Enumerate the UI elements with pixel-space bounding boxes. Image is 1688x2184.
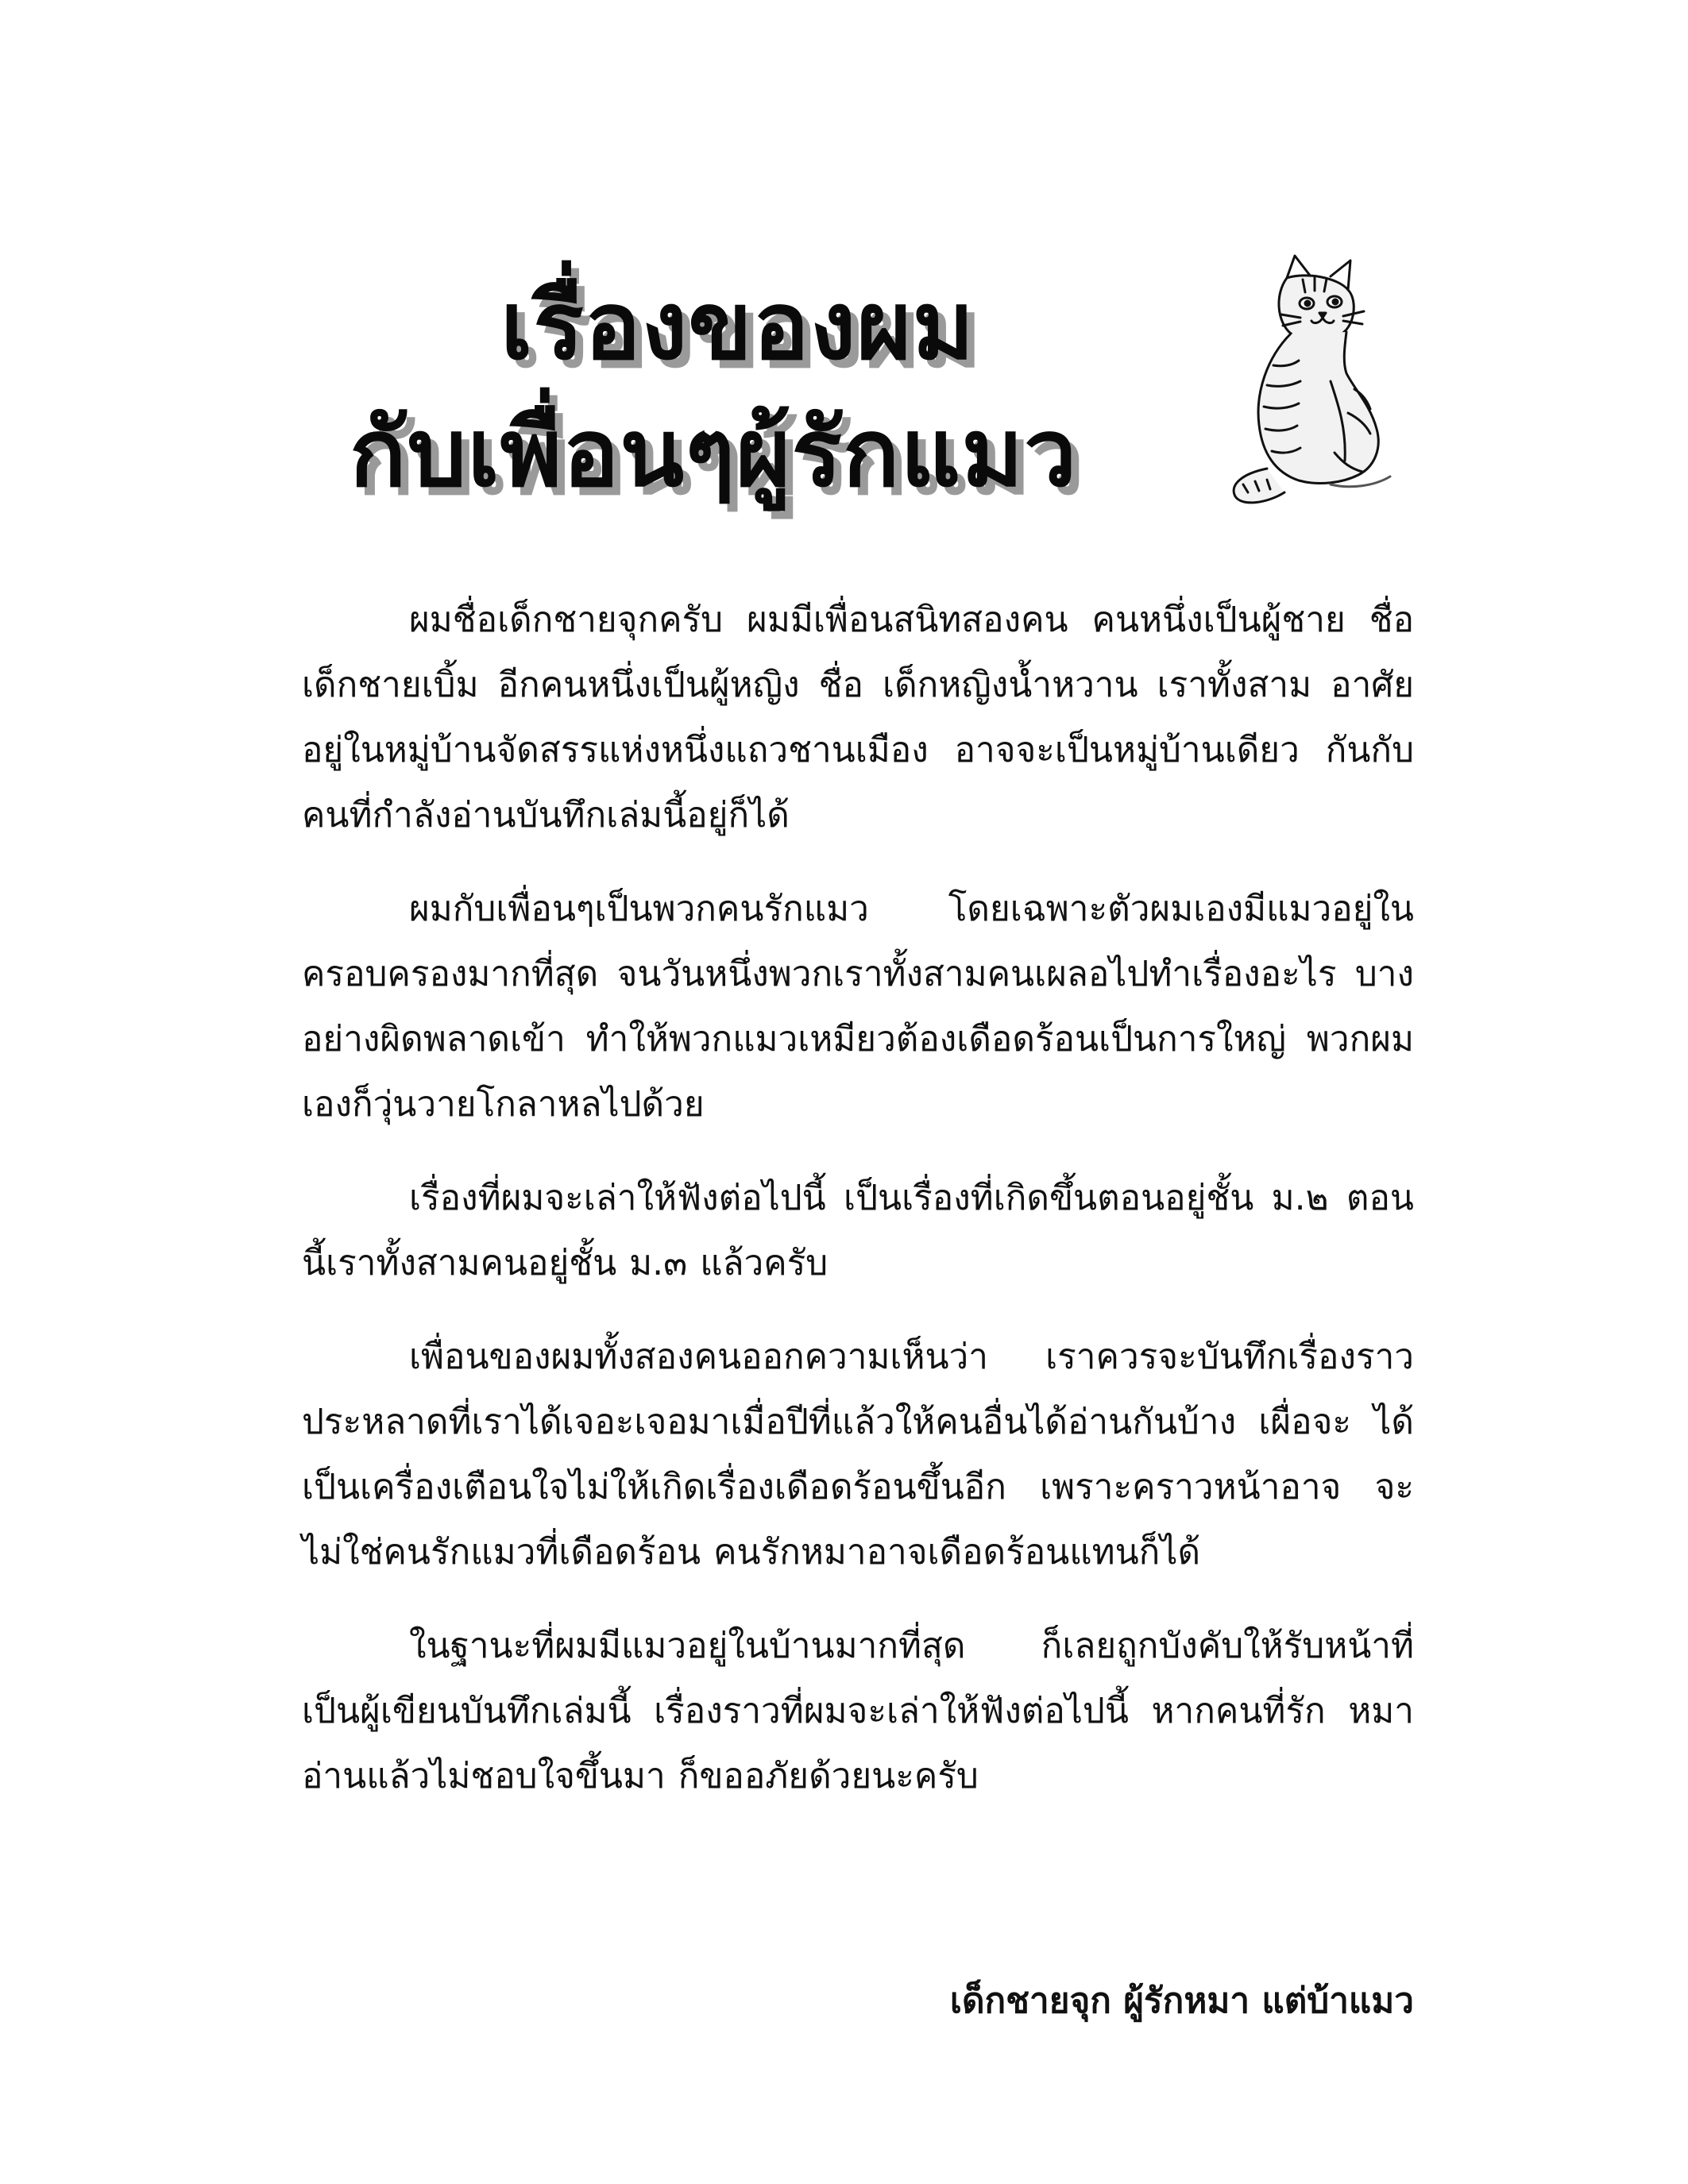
author-signature: เด็กชายจุก ผู้รักหมา แต่บ้าแมว (949, 1981, 1414, 2021)
paragraph-4: เพื่อนของผมทั้งสองคนออกความเห็นว่า เราควรจะบันทึกเรื่องราว ประหลาดที่เราได้เจอะเจอมาเมื่อปีที่แล้วให้คนอื่นได้อ่านกันบ้าง เผื่อจะ ได้เป็นเครื่องเตือนใจไม่ให้เกิดเรื่องเดือดร้อนขึ้นอีก เพราะคราวหน้าอาจ จะไม่ใช่คนรักแมวที่เดือดร้อน คนรักหมาอาจเดือดร้อนแทนก็ได้ (302, 1337, 1414, 1572)
paragraph-5: ในฐานะที่ผมมีแมวอยู่ในบ้านมากที่สุด ก็เลยถูกบังคับให้รับหน้าที่ เป็นผู้เขียนบันทึกเล่มนี้ เรื่องราวที่ผมจะเล่าให้ฟังต่อไปนี้ หากคนที่รัก หมาอ่านแล้วไม่ชอบใจขึ้นมา ก็ขออภัยด้วยนะครับ (302, 1626, 1414, 1796)
paragraph-1: ผมชื่อเด็กชายจุกครับ ผมมีเพื่อนสนิทสองคน คนหนึ่งเป็นผู้ชาย ชื่อ เด็กชายเบิ้ม อีกคนหนึ่งเป็นผู้หญิง ชื่อ เด็กหญิงน้ำหวาน เราทั้งสาม อาศัยอยู่ในหมู่บ้านจัดสรรแห่งหนึ่งแถวชานเมือง อาจจะเป็นหมู่บ้านเดียว กันกับคนที่กำลังอ่านบันทึกเล่มนี้อยู่ก็ได้ (302, 600, 1414, 835)
intro-text (302, 588, 1414, 1838)
cat-illustration-icon (1211, 254, 1402, 508)
paragraph-3: เรื่องที่ผมจะเล่าให้ฟังต่อไปนี้ เป็นเรื่องที่เกิดขึ้นตอนอยู่ชั้น ม.๒ ตอนนี้เราทั้งสามคนอยู่ชั้น ม.๓ แล้วครับ (302, 1178, 1414, 1283)
paragraph-2: ผมกับเพื่อนๆเป็นพวกคนรักแมว โดยเฉพาะตัวผมเองมีแมวอยู่ใน ครอบครองมากที่สุด จนวันหนึ่งพวกเราทั้งสามคนเผลอไปทำเรื่องอะไร บางอย่างผิดพลาดเข้า ทำให้พวกแมวเหมียวต้องเดือดร้อนเป็นการใหญ่ พวกผมเองก็วุ่นวายโกลาหลไปด้วย (302, 889, 1414, 1125)
page-title-line-2: กับเพื่อนๆผู้รักแมว (350, 398, 1078, 507)
title-block (302, 238, 1215, 556)
page-title-line-1: เรื่องของผม (500, 271, 975, 380)
